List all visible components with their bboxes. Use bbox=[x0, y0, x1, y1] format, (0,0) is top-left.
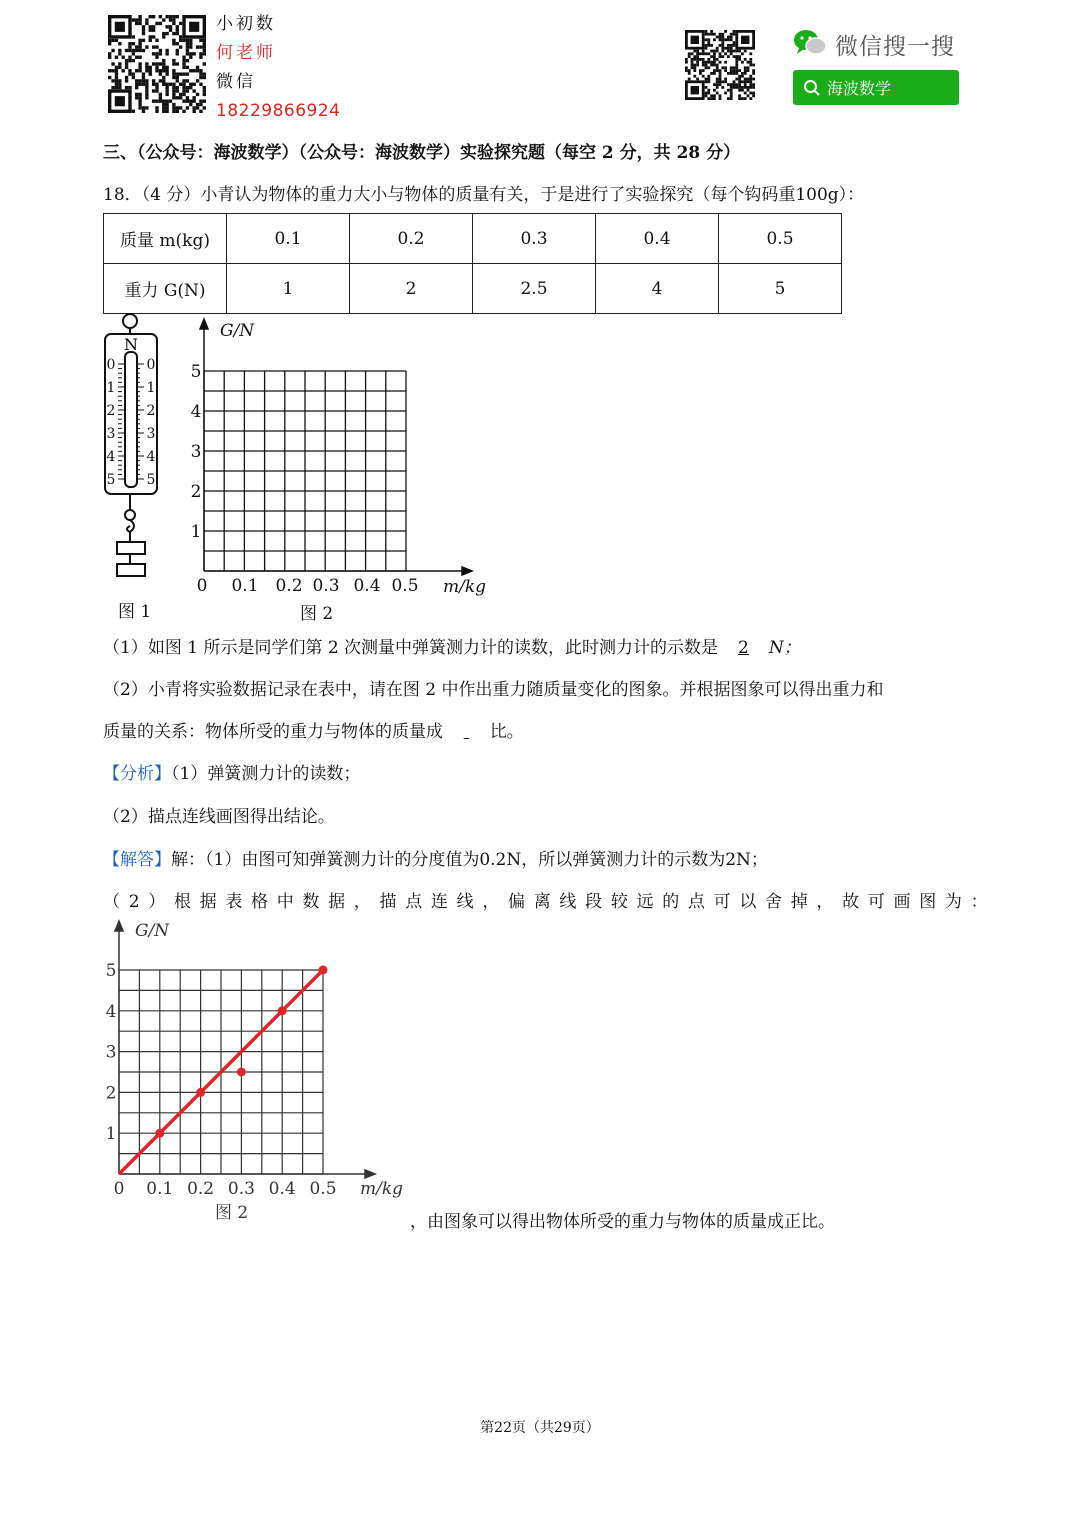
contact-line-3: 微信 bbox=[216, 72, 256, 92]
table-cell: 4 bbox=[596, 264, 719, 314]
answer-y-axis-label: G/N bbox=[135, 921, 170, 941]
part2-line2 bbox=[103, 717, 524, 742]
contact-line-1: 小初数 bbox=[216, 14, 276, 34]
page-footer: 第22页（共29页） bbox=[480, 1420, 600, 1436]
part2-answer-blank bbox=[448, 722, 484, 742]
scale-left-label: 0 bbox=[106, 357, 116, 373]
x-tick-label: 0.4 bbox=[268, 1179, 296, 1199]
table-cell: 0.2 bbox=[350, 214, 473, 264]
part1-unit: N； bbox=[768, 638, 801, 658]
table-cell: 0.5 bbox=[719, 214, 842, 264]
answer-chart-caption: 图 2 bbox=[215, 1203, 249, 1223]
origin-label: 0 bbox=[196, 576, 208, 596]
x-tick-label: 0.2 bbox=[275, 576, 303, 596]
answer-text-2: （2）根据表格中数据，描点连线，偏离线段较远的点可以舍掉，故可画图为： bbox=[103, 892, 997, 912]
contact-phone: 18229866924 bbox=[216, 101, 341, 121]
x-tick-label: 0 bbox=[113, 1179, 125, 1199]
x-tick-label: 0.3 bbox=[227, 1179, 255, 1199]
scale-left-label: 5 bbox=[106, 472, 116, 488]
empty-grid-figure bbox=[180, 315, 500, 615]
scale-right-label: 1 bbox=[146, 380, 156, 396]
analysis-line bbox=[103, 759, 360, 784]
data-point bbox=[278, 1006, 287, 1015]
part1-answer-blank: 2 bbox=[738, 638, 749, 658]
spring-scale-figure bbox=[100, 312, 170, 582]
scale-left-label: 3 bbox=[106, 426, 116, 442]
table-cell: 5 bbox=[719, 264, 842, 314]
scale-left-label: 4 bbox=[106, 449, 116, 465]
contact-block bbox=[216, 10, 340, 126]
data-point bbox=[319, 966, 328, 975]
answer-text-3: ，由图象可以得出物体所受的重力与物体的质量成正比。 bbox=[410, 1212, 835, 1232]
qr-code-left bbox=[108, 15, 206, 113]
answer-text-1: 解：（1）由图可知弹簧测力计的分度值为0.2N，所以弹簧测力计的示数为2N； bbox=[171, 850, 768, 870]
table-cell: 0.4 bbox=[596, 214, 719, 264]
wechat-search-brand bbox=[793, 28, 955, 61]
x-tick-label: 0.5 bbox=[309, 1179, 337, 1199]
answer-line bbox=[103, 845, 768, 870]
x-tick-label: 0.3 bbox=[312, 576, 340, 596]
table-cell: 0.1 bbox=[227, 214, 350, 264]
analysis-text-1: （1）弹簧测力计的读数； bbox=[171, 764, 361, 784]
y-tick-label: 4 bbox=[105, 1001, 117, 1022]
answer-chart bbox=[105, 918, 415, 1228]
data-point bbox=[237, 1068, 246, 1077]
wechat-brand-text: 微信搜一搜 bbox=[835, 34, 955, 60]
table-cell: 2.5 bbox=[473, 264, 596, 314]
y-tick-label: 3 bbox=[105, 1042, 117, 1063]
data-point bbox=[196, 1088, 205, 1097]
y-tick-label: 4 bbox=[190, 402, 202, 422]
answer-x-axis-label: m/kg bbox=[360, 1179, 404, 1199]
search-icon bbox=[803, 79, 821, 97]
table-row-label-weight: 重力 G(N) bbox=[104, 264, 227, 314]
table-cell: 2 bbox=[350, 264, 473, 314]
table-row bbox=[104, 264, 842, 314]
part2-text-end: 比。 bbox=[489, 722, 524, 742]
contact-line-2: 何老师 bbox=[216, 43, 276, 63]
data-point bbox=[155, 1129, 164, 1138]
wechat-bubbles-icon bbox=[793, 29, 827, 61]
table-row bbox=[104, 214, 842, 264]
figure2-caption: 图 2 bbox=[300, 604, 334, 624]
section-title: 三、（公众号：海波数学）（公众号：海波数学）实验探究题（每空 2 分，共 28 分） bbox=[103, 143, 741, 163]
x-tick-label: 0.5 bbox=[391, 576, 419, 596]
table-row-label-mass: 质量 m(kg) bbox=[104, 214, 227, 264]
qr-code-right bbox=[685, 30, 755, 100]
scale-right-label: 0 bbox=[146, 357, 156, 373]
y-tick-label: 3 bbox=[190, 442, 202, 462]
scale-left-label: 1 bbox=[106, 380, 116, 396]
answer-tag: 【解答】 bbox=[103, 850, 171, 870]
y-axis-label: G/N bbox=[220, 321, 255, 341]
analysis-tag: 【分析】 bbox=[103, 764, 171, 784]
table-cell: 1 bbox=[227, 264, 350, 314]
search-button[interactable] bbox=[793, 70, 959, 105]
scale-right-label: 5 bbox=[146, 472, 156, 488]
scale-right-label: 3 bbox=[146, 426, 156, 442]
y-tick-label: 2 bbox=[190, 482, 202, 502]
question-stem: 18．（4 分）小青认为物体的重力大小与物体的质量有关，于是进行了实验探究（每个钩码重100g）： bbox=[103, 185, 865, 205]
part1-text: （1）如图 1 所示是同学们第 2 次测量中弹簧测力计的读数，此时测力计的示数是 bbox=[103, 638, 719, 658]
figure1-caption: 图 1 bbox=[118, 602, 152, 622]
part1-line bbox=[103, 633, 801, 658]
part2-text: 质量的关系：物体所受的重力与物体的质量成 bbox=[103, 722, 443, 742]
x-tick-label: 0.4 bbox=[353, 576, 381, 596]
x-axis-label: m/kg bbox=[443, 577, 487, 597]
scale-top-label: N bbox=[124, 335, 138, 354]
data-table bbox=[103, 213, 842, 314]
x-tick-label: 0.1 bbox=[231, 576, 259, 596]
y-tick-label: 5 bbox=[105, 961, 117, 981]
scale-right-label: 2 bbox=[146, 403, 156, 419]
analysis-text-2: （2）描点连线画图得出结论。 bbox=[103, 807, 335, 827]
table-cell: 0.3 bbox=[473, 214, 596, 264]
x-tick-label: 0.2 bbox=[187, 1179, 215, 1199]
y-tick-label: 1 bbox=[190, 522, 202, 542]
y-tick-label: 5 bbox=[190, 362, 202, 382]
search-button-label: 海波数学 bbox=[827, 79, 892, 98]
x-tick-label: 0.1 bbox=[146, 1179, 174, 1199]
part2-line1: （2）小青将实验数据记录在表中，请在图 2 中作出重力随质量变化的图象。并根据图象可以得出重力和 bbox=[103, 680, 884, 700]
y-tick-label: 1 bbox=[105, 1124, 117, 1145]
y-tick-label: 2 bbox=[105, 1083, 117, 1104]
scale-left-label: 2 bbox=[106, 403, 116, 419]
scale-right-label: 4 bbox=[146, 449, 156, 465]
